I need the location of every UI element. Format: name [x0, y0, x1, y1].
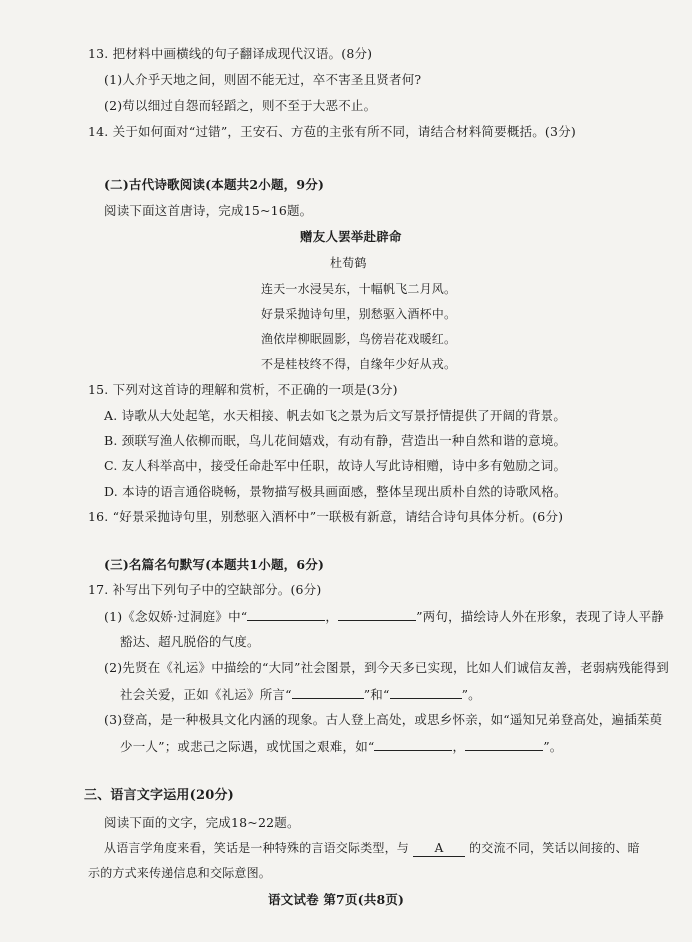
section-2-heading: (二)古代诗歌阅读(本题共2小题，9分) — [104, 177, 325, 192]
part-3-intro: 阅读下面的文字，完成18~22题。 — [104, 815, 300, 830]
q17-item-2: (2)先贤在《礼运》中描绘的“大同”社会图景，到今天多已实现，比如人们诚信友善，老弱病残能得到 — [104, 660, 669, 675]
q15-option-d: D. 本诗的语言通俗晓畅，景物描写极具画面感，整体呈现出质朴自然的诗歌风格。 — [104, 484, 567, 499]
q15-option-b: B. 颈联写渔人依柳而眠，鸟儿花间嬉戏，有动有静，营造出一种自然和谐的意境。 — [104, 433, 567, 448]
q17-stem: 17. 补写出下列句子中的空缺部分。(6分) — [88, 582, 322, 597]
answer-blank[interactable] — [465, 738, 543, 751]
poem-line-2: 好景采抛诗句里，别愁驱入酒杯中。 — [261, 307, 457, 321]
part-3-paragraph-line-1: 从语言学角度来看，笑话是一种特殊的言语交际类型，与 A 的交流不同，笑话以间接的、暗 — [104, 841, 640, 855]
q15-stem: 15. 下列对这首诗的理解和赏析，不正确的一项是(3分) — [88, 382, 398, 397]
poem-title: 赠友人罢举赴辟命 — [300, 229, 402, 244]
q17-item-1: (1)《念奴娇·过洞庭》中“ ， ”两句，描绘诗人外在形象，表现了诗人平静 — [104, 609, 664, 624]
q17-item-1-cont: 豁达、超凡脱俗的气度。 — [120, 634, 260, 649]
q17-item-3-cont: 少一人”；或悲己之际遇，或忧国之艰难，如“ ， ”。 — [120, 739, 563, 754]
answer-blank[interactable] — [338, 608, 416, 621]
q15-option-c: C. 友人科举高中，接受任命赴军中任职，故诗人写此诗相赠，诗中多有勉励之词。 — [104, 458, 567, 473]
q17-item-3: (3)登高，是一种极具文化内涵的现象。古人登上高处，或思乡怀亲，如“遥知兄弟登高处，遍插茱萸 — [104, 712, 663, 727]
poem-line-3: 渔依岸柳眠圆影，鸟傍岩花戏暖红。 — [261, 332, 457, 346]
answer-blank[interactable] — [390, 686, 462, 699]
q16-stem: 16. “好景采抛诗句里，别愁驱入酒杯中”一联极有新意，请结合诗句具体分析。(6分) — [88, 509, 564, 524]
blank-a: A — [413, 840, 465, 857]
poem-author: 杜荀鹤 — [330, 256, 367, 270]
section-3-heading: (三)名篇名句默写(本题共1小题，6分) — [104, 557, 325, 572]
q13-sentence-2: (2)苟以细过自怨而轻蹈之，则不至于大恶不止。 — [104, 98, 377, 113]
poem-line-4: 不是桂枝终不得，自缘年少好从戎。 — [261, 357, 457, 371]
answer-blank[interactable] — [247, 608, 325, 621]
section-2-intro: 阅读下面这首唐诗，完成15~16题。 — [104, 203, 313, 218]
q13-stem: 13. 把材料中画横线的句子翻译成现代汉语。(8分) — [88, 46, 373, 61]
part-3-paragraph-line-2: 示的方式来传递信息和交际意图。 — [88, 866, 272, 880]
answer-blank[interactable] — [374, 738, 452, 751]
poem-line-1: 连天一水浸吴东，十幅帆飞二月风。 — [261, 282, 457, 296]
q14-stem: 14. 关于如何面对“过错”，王安石、方苞的主张有所不同，请结合材料简要概括。(3分) — [88, 124, 576, 139]
answer-blank[interactable] — [292, 686, 364, 699]
q13-sentence-1: (1)人介乎天地之间，则固不能无过，卒不害圣且贤者何? — [104, 72, 422, 87]
part-3-heading: 三、语言文字运用(20分) — [84, 788, 234, 803]
q15-option-a: A. 诗歌从大处起笔，水天相接、帆去如飞之景为后文写景抒情提供了开阔的背景。 — [104, 408, 567, 423]
q17-item-2-cont: 社会关爱，正如《礼运》所言“ ”和“ ”。 — [120, 687, 481, 702]
page-footer: 语文试卷 第7页(共8页) — [268, 892, 405, 907]
